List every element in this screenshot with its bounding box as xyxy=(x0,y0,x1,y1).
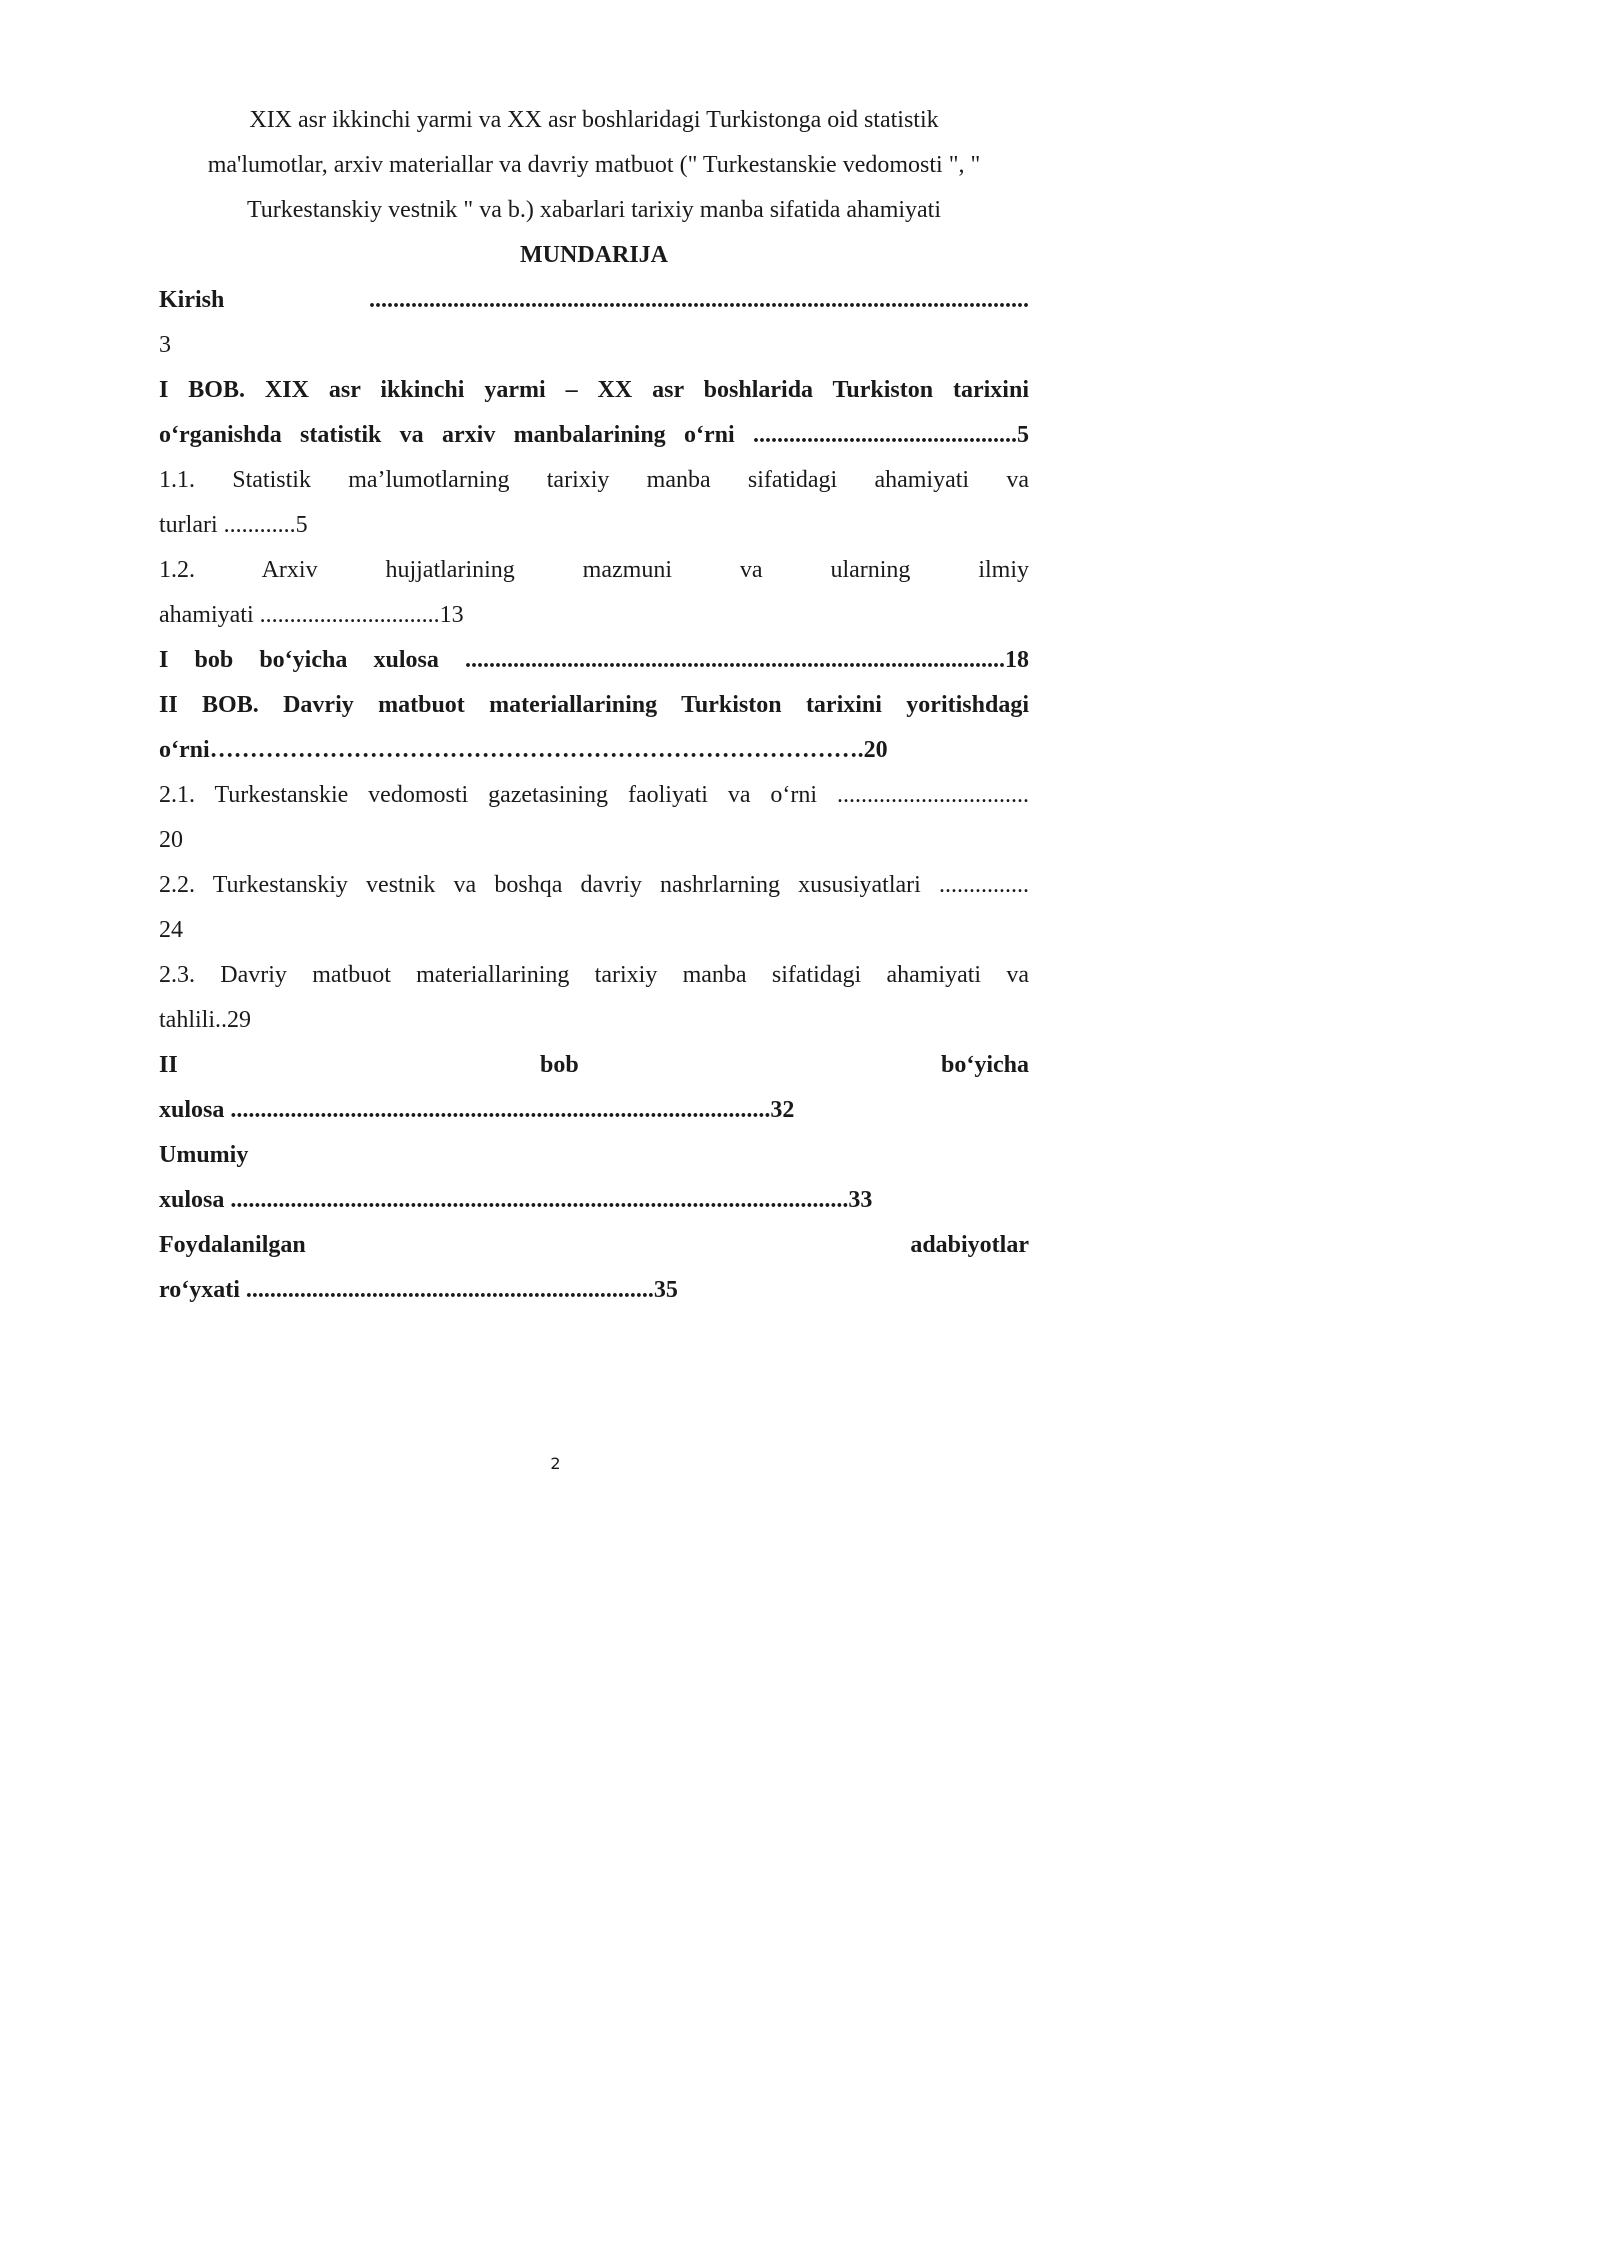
toc-entry-text: ro‘yxati ....................................................................35 xyxy=(159,1277,678,1303)
table-of-contents-heading: MUNDARIJA xyxy=(520,242,668,268)
page-content xyxy=(159,98,1029,1313)
toc-entry-text: 2.1. Turkestanskie vedomosti gazetasining faoliyati va o‘rni ................................ xyxy=(159,782,1029,808)
toc-entry-text: II bob bo‘yicha xyxy=(159,1052,1029,1078)
toc-entry-text: 2.2. Turkestanskiy vestnik va boshqa davriy nashrlarning xususiyatlari ............... xyxy=(159,872,1029,898)
toc-entry-2-3 xyxy=(159,953,1029,998)
title-line: Turkestanskiy vestnik " va b.) xabarlari tarixiy manba sifatida ahamiyati xyxy=(246,197,942,223)
toc-entry-general-conclusion-cont xyxy=(159,1178,1029,1223)
toc-entry-chapter-2 xyxy=(159,683,1029,728)
toc-entry-text: o‘rganishda statistik va arxiv manbalarining o‘rni ............................................5 xyxy=(159,422,1029,448)
page-number: 2 xyxy=(550,1454,561,1473)
toc-entry-text: Foydalanilgan adabiyotlar xyxy=(159,1232,1029,1258)
toc-entry-references-cont xyxy=(159,1268,1029,1313)
toc-entry-text: 2.3. Davriy matbuot materiallarining tarixiy manba sifatidagi ahamiyati va xyxy=(159,962,1029,988)
toc-entry-text: I BOB. XIX asr ikkinchi yarmi – XX asr boshlarida Turkiston tarixini xyxy=(159,377,1029,403)
toc-entry-chapter-2-conclusion xyxy=(159,1043,1029,1088)
toc-entry-text: turlari ............5 xyxy=(159,512,308,538)
toc-entry-1-1-cont xyxy=(159,503,1029,548)
toc-entry-text: ahamiyati ..............................13 xyxy=(159,602,464,628)
toc-entry-text: Kirish .............................................................................................................. xyxy=(159,287,1029,313)
toc-entry-2-3-cont xyxy=(159,998,1029,1043)
document-page xyxy=(0,0,1111,1571)
toc-entry-2-1 xyxy=(159,773,1029,818)
toc-entry-text: II BOB. Davriy matbuot materiallarining Turkiston tarixini yoritishdagi xyxy=(159,692,1029,718)
toc-entry-text: xulosa ..........................................................................................32 xyxy=(159,1097,795,1123)
toc-entry-chapter-1-cont xyxy=(159,413,1029,458)
toc-entry-chapter-2-conclusion-cont xyxy=(159,1088,1029,1133)
toc-entry-kirish-page xyxy=(159,323,1029,368)
toc-entry-general-conclusion xyxy=(159,1133,1029,1178)
toc-entry-text: Umumiy xyxy=(159,1142,249,1168)
title-line: XIX asr ikkinchi yarmi va XX asr boshlaridagi Turkistonga oid statistik xyxy=(249,107,939,133)
toc-entry-text: I bob bo‘yicha xulosa ..........................................................................................18 xyxy=(159,647,1029,673)
toc-entry-2-2 xyxy=(159,863,1029,908)
title-line: ma'lumotlar, arxiv materiallar va davriy matbuot (" Turkestanskie vedomosti ", " xyxy=(207,152,981,178)
toc-entry-1-2 xyxy=(159,548,1029,593)
toc-entry-text: 24 xyxy=(159,917,183,943)
toc-entry-chapter-1 xyxy=(159,368,1029,413)
toc-entry-2-1-page xyxy=(159,818,1029,863)
toc-entry-1-1 xyxy=(159,458,1029,503)
toc-entry-text: tahlili..29 xyxy=(159,1007,251,1033)
toc-entry-text: 20 xyxy=(159,827,183,853)
toc-entry-text: xulosa .......................................................................................................33 xyxy=(159,1187,873,1213)
toc-entry-1-2-cont xyxy=(159,593,1029,638)
toc-entry-text: 3 xyxy=(159,332,171,358)
toc-entry-text: 1.2. Arxiv hujjatlarining mazmuni va ularning ilmiy xyxy=(159,557,1029,583)
table-of-contents xyxy=(159,278,1029,1313)
toc-entry-references xyxy=(159,1223,1029,1268)
toc-entry-kirish xyxy=(159,278,1029,323)
toc-entry-text: o‘rni……………………………………………………………………….20 xyxy=(159,737,888,763)
toc-entry-chapter-2-cont xyxy=(159,728,1029,773)
toc-entry-chapter-1-conclusion xyxy=(159,638,1029,683)
toc-entry-2-2-page xyxy=(159,908,1029,953)
document-title xyxy=(159,98,1029,233)
toc-entry-text: 1.1. Statistik ma’lumotlarning tarixiy manba sifatidagi ahamiyati va xyxy=(159,467,1029,493)
